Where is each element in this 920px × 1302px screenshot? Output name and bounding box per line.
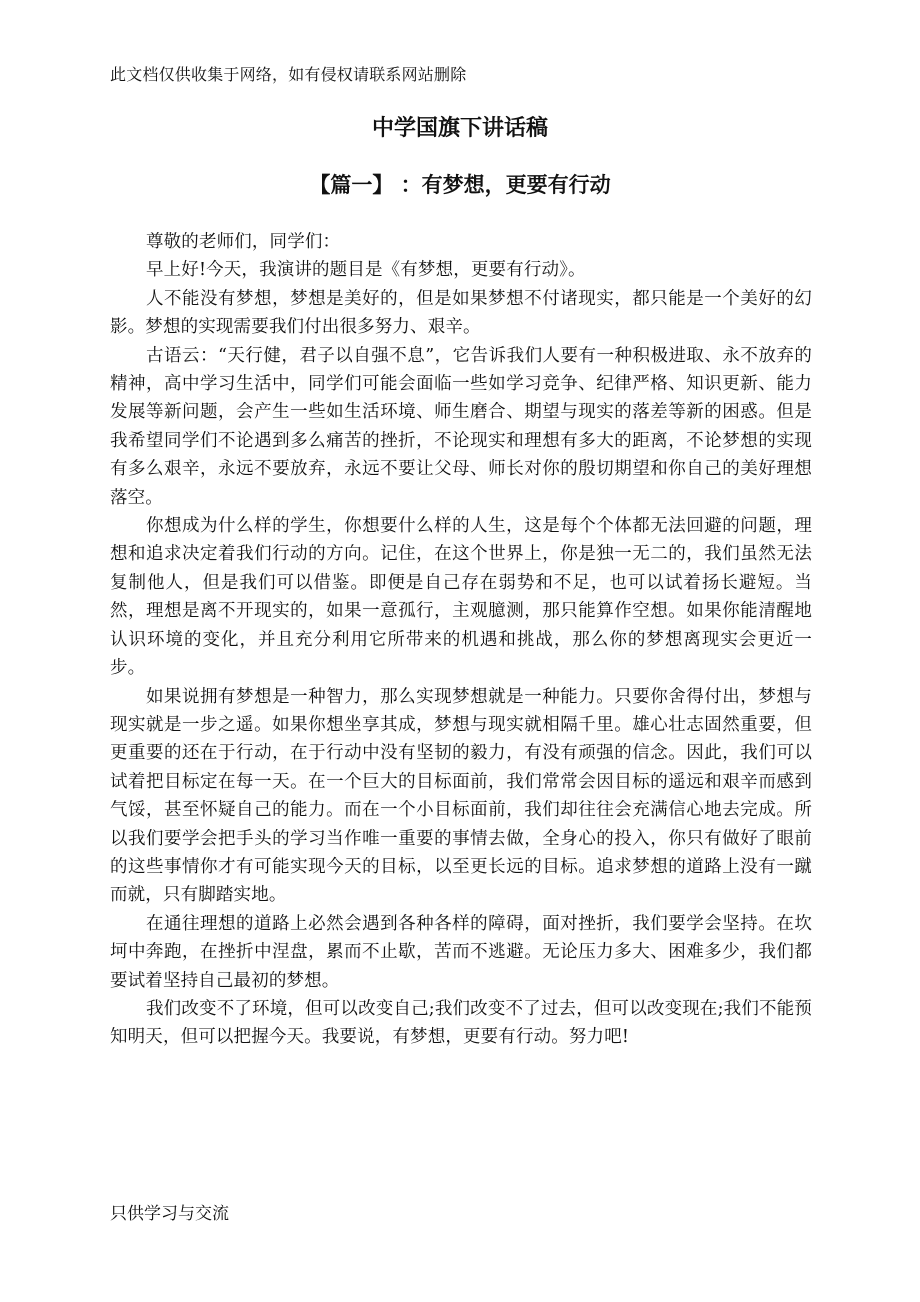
paragraph-closing: 我们改变不了环境，但可以改变自己;我们改变不了过去，但可以改变现在;我们不能预知明天，但可以把握今天。我要说，有梦想，更要有行动。努力吧! — [110, 998, 812, 1048]
paragraph: 古语云：“天行健，君子以自强不息”，它告诉我们人要有一种积极进取、永不放弃的精神，高中学习生活中，同学们可能会面临一些如学习竞争、纪律严格、知识更新、能力发展等新问题，会产生一些如生活环境、师生磨合、期望与现实的落差等新的困惑。但是我希望同学们不论遇到多么痛苦的挫折，不论现实和理想有多大的距离，不论梦想的实现有多么艰辛，永远不要放弃，永远不要让父母、师长对你的殷切期望和你自己的美好理想落空。 — [110, 345, 812, 508]
section-title: 【篇一】 ：有梦想，更要有行动 — [309, 173, 611, 197]
header-disclaimer: 此文档仅供收集于网络，如有侵权请联系网站删除 — [110, 65, 467, 84]
paragraph: 你想成为什么样的学生，你想要什么样的人生，这是每个个体都无法回避的问题，理想和追求决定着我们行动的方向。记住，在这个世界上，你是独一无二的，我们虽然无法复制他人，但是我们可以借鉴。即便是自己存在弱势和不足，也可以试着扬长避短。当然，理想是离不开现实的，如果一意孤行，主观臆测，那只能算作空想。如果你能清醒地认识环境的变化，并且充分利用它所带来的机遇和挑战，那么你的梦想离现实会更近一步。 — [110, 516, 812, 679]
footer-note: 只供学习与交流 — [110, 1204, 229, 1224]
speech-body — [110, 228, 812, 1052]
paragraph: 如果说拥有梦想是一种智力，那么实现梦想就是一种能力。只要你舍得付出，梦想与现实就是一步之遥。如果你想坐享其成，梦想与现实就相隔千里。雄心壮志固然重要，但更重要的还在于行动，在于行动中没有坚韧的毅力，有没有顽强的信念。因此，我们可以试着把目标定在每一天。在一个巨大的目标面前，我们常常会因目标的遥远和艰辛而感到气馁，甚至怀疑自己的能力。而在一个小目标面前，我们却往往会充满信心地去完成。所以我们要学会把手头的学习当作唯一重要的事情去做，全身心的投入，你只有做好了眼前的这些事情你才有可能实现今天的目标，以至更长远的目标。追求梦想的道路上没有一蹴而就，只有脚踏实地。 — [110, 686, 812, 906]
paragraph: 人不能没有梦想，梦想是美好的，但是如果梦想不付诸现实，都只能是一个美好的幻影。梦想的实现需要我们付出很多努力、艰辛。 — [110, 288, 812, 338]
document-title: 中学国旗下讲话稿 — [371, 116, 548, 141]
paragraph-greeting: 尊敬的老师们，同学们： — [146, 232, 341, 252]
paragraph: 在通往理想的道路上必然会遇到各种各样的障碍，面对挫折，我们要学会坚持。在坎坷中奔跑，在挫折中涅盘，累而不止歇，苦而不逃避。无论压力多大、困难多少，我们都要试着坚持自己最初的梦想。 — [110, 913, 812, 991]
paragraph-opening: 早上好!今天，我演讲的题目是《有梦想，更要有行动》。 — [146, 260, 586, 281]
